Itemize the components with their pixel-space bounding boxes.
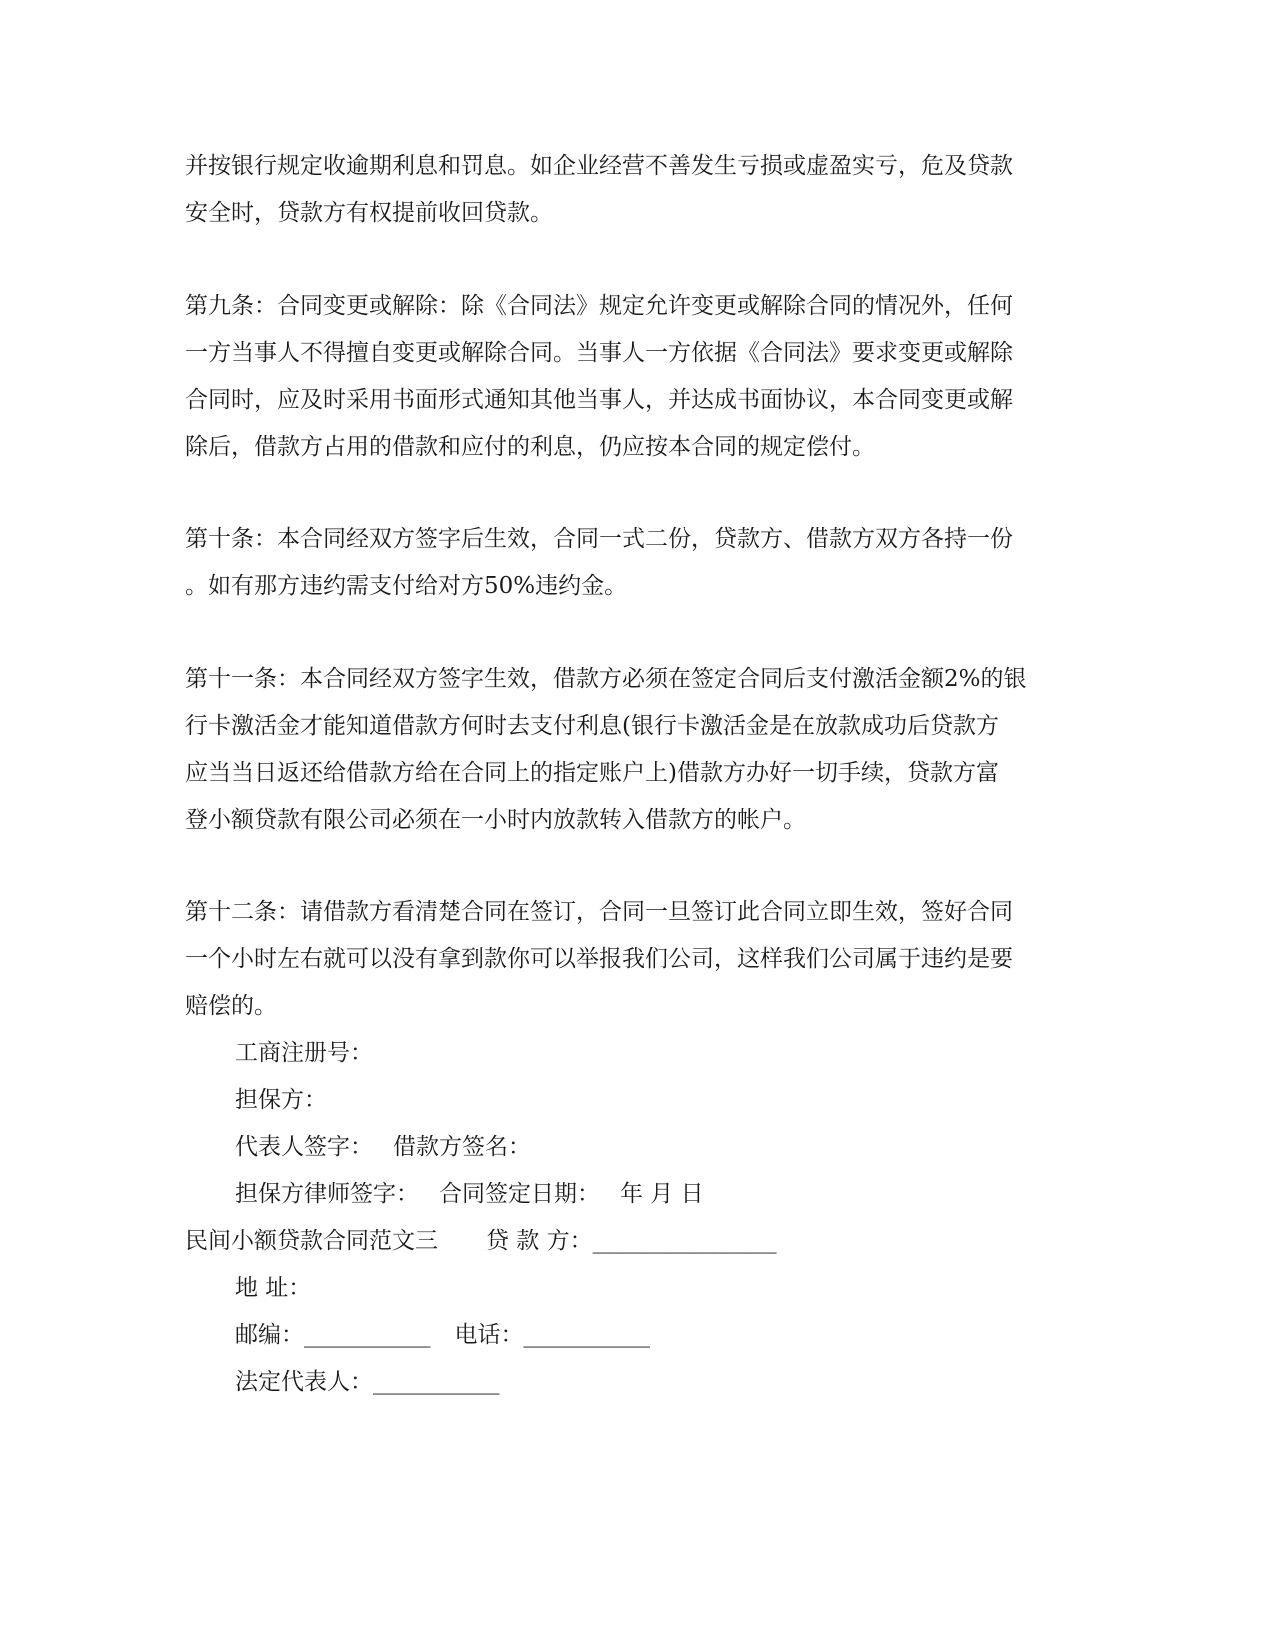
signature-row [235, 1131, 1135, 1163]
template-title: 民间小额贷款合同范文三 [185, 1228, 438, 1254]
template-title-row [185, 1225, 1085, 1257]
registration-number-label: 工商注册号： [235, 1040, 373, 1066]
clause-10-line-2: 。如有那方违约需支付给对方50%违约金。 [185, 573, 628, 599]
clause-9-line-4: 除后，借款方占用的借款和应付的利息，仍应按本合同的规定偿付。 [185, 434, 875, 460]
clause-10-line-1: 第十条：本合同经双方签字后生效，合同一式二份，贷款方、借款方双方各持一份 [185, 526, 1013, 552]
lawyer-date-row [235, 1178, 1135, 1210]
clause-12-line-2: 一个小时左右就可以没有拿到款你可以举报我们公司，这样我们公司属于违约是要 [185, 946, 1013, 972]
postcode-field: 邮编：___________ [235, 1322, 431, 1348]
clause-11-line-3: 应当当日返还给借款方给在合同上的指定账户上)借款方办好一切手续，贷款方富 [185, 760, 999, 786]
clause-9-line-2: 一方当事人不得擅自变更或解除合同。当事人一方依据《合同法》要求变更或解除 [185, 340, 1013, 366]
clause-11-line-4: 登小额贷款有限公司必须在一小时内放款转入借款方的帐户。 [185, 807, 806, 833]
clause-12-line-3: 赔偿的。 [185, 993, 277, 1019]
clause-9-line-1: 第九条：合同变更或解除：除《合同法》规定允许变更或解除合同的情况外，任何 [185, 293, 1013, 319]
date-ymd: 年 月 日 [620, 1181, 704, 1207]
clause-8-line-1: 并按银行规定收逾期利息和罚息。如企业经营不善发生亏损或虚盈实亏，危及贷款 [185, 153, 1013, 179]
clause-8-line-2: 安全时，贷款方有权提前收回贷款。 [185, 200, 553, 226]
clause-11-line-2: 行卡激活金才能知道借款方何时去支付利息(银行卡激活金是在放款成功后贷款方 [185, 713, 999, 739]
phone-field: 电话：___________ [454, 1322, 650, 1348]
contact-row [235, 1319, 1135, 1351]
address-label: 地 址： [235, 1275, 312, 1301]
legal-representative-field: 法定代表人：___________ [235, 1369, 500, 1395]
lawyer-signature-label: 担保方律师签字： [235, 1181, 419, 1207]
clause-11-line-1: 第十一条：本合同经双方签字生效，借款方必须在签定合同后支付激活金额2%的银 [185, 666, 1027, 692]
lender-field: 贷 款 方：________________ [486, 1228, 777, 1254]
representative-signature-label: 代表人签字： [235, 1134, 373, 1160]
sign-date-label: 合同签定日期： [439, 1181, 600, 1207]
borrower-signature-label: 借款方签名： [393, 1134, 531, 1160]
clause-9-line-3: 合同时，应及时采用书面形式通知其他当事人，并达成书面协议，本合同变更或解 [185, 387, 1013, 413]
guarantor-label: 担保方： [235, 1087, 327, 1113]
clause-12-line-1: 第十二条：请借款方看清楚合同在签订，合同一旦签订此合同立即生效，签好合同 [185, 899, 1013, 925]
